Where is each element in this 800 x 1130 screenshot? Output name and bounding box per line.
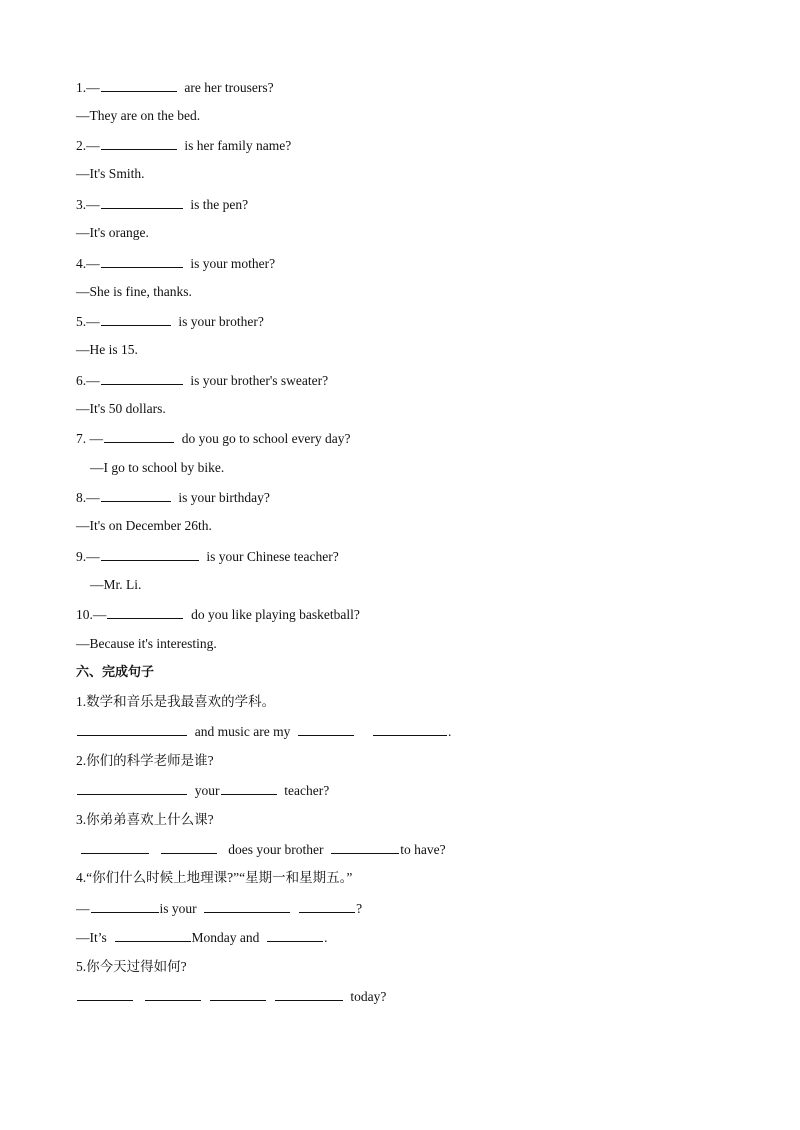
answer-8: —It's on December 26th. bbox=[76, 518, 212, 533]
question-text: are her trousers? bbox=[184, 80, 274, 95]
fill-line-2 bbox=[76, 779, 329, 801]
question-text: is the pen? bbox=[190, 197, 249, 212]
question-number: 9.— bbox=[76, 549, 100, 564]
question-number: 8.— bbox=[76, 490, 100, 505]
answer-blank[interactable] bbox=[81, 838, 149, 854]
fill-text: . bbox=[447, 724, 452, 739]
answer-4: —She is fine, thanks. bbox=[76, 284, 192, 299]
question-text: is your Chinese teacher? bbox=[206, 549, 339, 564]
question-text: is your brother's sweater? bbox=[190, 373, 329, 388]
fill-text: and music are my bbox=[194, 724, 291, 739]
prompt-4: 4.“你们什么时候上地理课?”“星期一和星期五。” bbox=[76, 870, 353, 885]
prompt-3: 3.你弟弟喜欢上什么课? bbox=[76, 812, 214, 827]
answer-blank[interactable] bbox=[298, 720, 354, 736]
fill-text: today? bbox=[350, 989, 387, 1004]
question-6 bbox=[76, 369, 328, 391]
question-1 bbox=[76, 76, 274, 98]
prompt-5: 5.你今天过得如何? bbox=[76, 959, 187, 974]
question-text: is your brother? bbox=[178, 314, 264, 329]
answer-blank[interactable] bbox=[267, 926, 323, 942]
fill-text: to have? bbox=[400, 842, 446, 857]
answer-blank[interactable] bbox=[373, 720, 447, 736]
answer-blank[interactable] bbox=[101, 252, 183, 268]
fill-text: teacher? bbox=[284, 783, 330, 798]
fill-line-4b bbox=[76, 926, 328, 948]
question-2 bbox=[76, 134, 291, 156]
question-text: do you like playing basketball? bbox=[191, 607, 360, 622]
answer-blank[interactable] bbox=[104, 427, 174, 443]
answer-blank[interactable] bbox=[101, 486, 171, 502]
fill-line-4a bbox=[76, 897, 362, 919]
answer-blank[interactable] bbox=[115, 926, 191, 942]
answer-blank[interactable] bbox=[299, 897, 355, 913]
answer-blank[interactable] bbox=[77, 720, 187, 736]
question-number: 2.— bbox=[76, 138, 100, 153]
question-10 bbox=[76, 603, 360, 625]
prompt-1: 1.数学和音乐是我最喜欢的学科。 bbox=[76, 694, 276, 709]
answer-9: —Mr. Li. bbox=[90, 577, 142, 592]
question-5 bbox=[76, 310, 264, 332]
answer-blank[interactable] bbox=[331, 838, 399, 854]
question-text: is your birthday? bbox=[178, 490, 270, 505]
question-text: do you go to school every day? bbox=[181, 431, 351, 446]
question-number: 1.— bbox=[76, 80, 100, 95]
prompt-2: 2.你们的科学老师是谁? bbox=[76, 753, 214, 768]
fill-text: is your bbox=[159, 901, 197, 916]
fill-text: . bbox=[324, 930, 328, 945]
question-text: is her family name? bbox=[184, 138, 292, 153]
answer-7: —I go to school by bike. bbox=[90, 460, 225, 475]
question-number: 4.— bbox=[76, 256, 100, 271]
answer-blank[interactable] bbox=[101, 310, 171, 326]
fill-line-5 bbox=[76, 985, 386, 1007]
fill-text: Monday and bbox=[191, 930, 260, 945]
answer-blank[interactable] bbox=[221, 779, 277, 795]
question-number: 10.— bbox=[76, 607, 107, 622]
question-8 bbox=[76, 486, 270, 508]
question-7 bbox=[76, 427, 350, 449]
answer-5: —He is 15. bbox=[76, 342, 138, 357]
answer-blank[interactable] bbox=[77, 985, 133, 1001]
question-3 bbox=[76, 193, 248, 215]
question-number: 5.— bbox=[76, 314, 100, 329]
question-number: 3.— bbox=[76, 197, 100, 212]
section-title: 六、完成句子 bbox=[76, 665, 155, 680]
answer-blank[interactable] bbox=[91, 897, 159, 913]
answer-blank[interactable] bbox=[145, 985, 201, 1001]
answer-blank[interactable] bbox=[101, 369, 183, 385]
question-4 bbox=[76, 252, 275, 274]
answer-blank[interactable] bbox=[161, 838, 217, 854]
question-text: is your mother? bbox=[190, 256, 276, 271]
answer-1: —They are on the bed. bbox=[76, 108, 201, 123]
answer-blank[interactable] bbox=[77, 779, 187, 795]
answer-3: —It's orange. bbox=[76, 225, 149, 240]
answer-blank[interactable] bbox=[101, 76, 177, 92]
fill-text: does your brother bbox=[228, 842, 324, 857]
answer-blank[interactable] bbox=[210, 985, 266, 1001]
fill-text: your bbox=[194, 783, 220, 798]
question-number: 7. — bbox=[76, 431, 103, 446]
answer-blank[interactable] bbox=[204, 897, 290, 913]
question-number: 6.— bbox=[76, 373, 100, 388]
fill-text: ? bbox=[356, 901, 363, 916]
answer-blank[interactable] bbox=[107, 603, 183, 619]
fill-text: — bbox=[76, 901, 90, 916]
answer-2: —It's Smith. bbox=[76, 166, 145, 181]
answer-blank[interactable] bbox=[275, 985, 343, 1001]
fill-text: —It’s bbox=[76, 930, 107, 945]
answer-blank[interactable] bbox=[101, 134, 177, 150]
question-9 bbox=[76, 545, 339, 567]
fill-line-3 bbox=[80, 838, 446, 860]
answer-blank[interactable] bbox=[101, 193, 183, 209]
answer-6: —It's 50 dollars. bbox=[76, 401, 166, 416]
fill-line-1 bbox=[76, 720, 451, 742]
answer-10: —Because it's interesting. bbox=[76, 636, 217, 651]
answer-blank[interactable] bbox=[101, 545, 199, 561]
